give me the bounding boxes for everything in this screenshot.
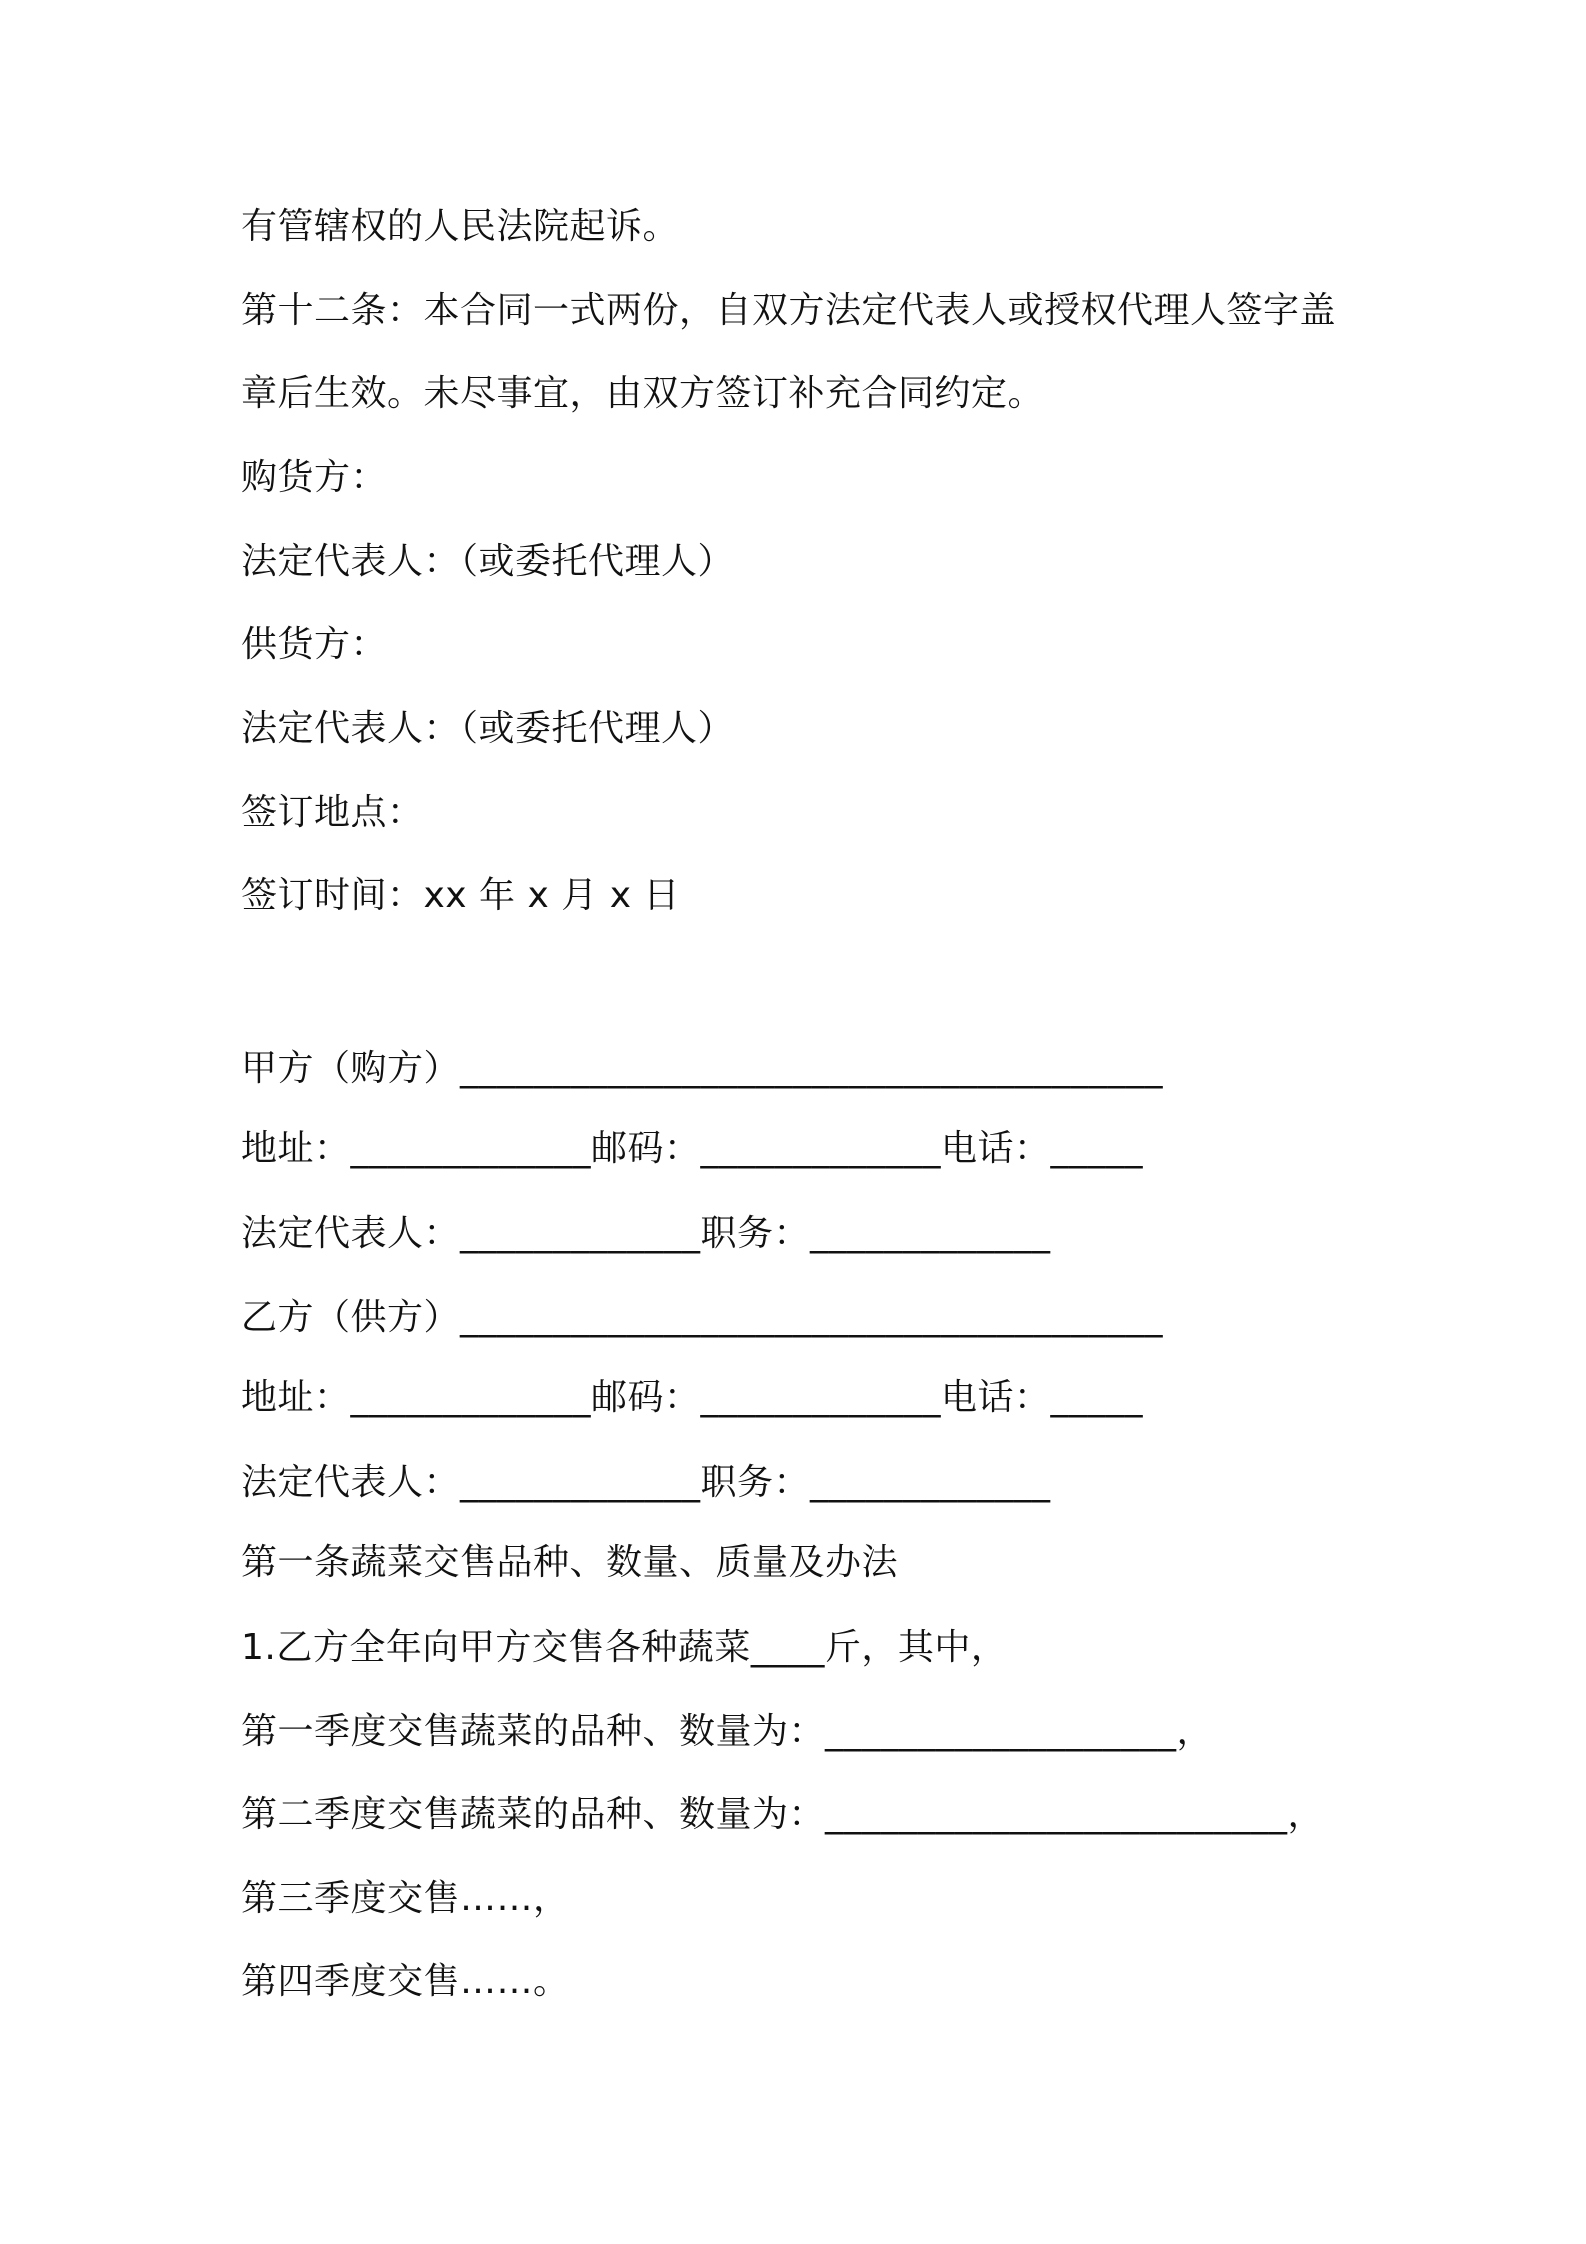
text-line: 供货方：	[241, 624, 388, 665]
text-line: 法定代表人：_____________职务：_____________	[241, 1462, 1051, 1503]
text-line: 第一条蔬菜交售品种、数量、质量及办法	[241, 1542, 899, 1583]
text-line: 签订时间：xx 年 x 月 x 日	[241, 875, 680, 916]
text-line: 章后生效。未尽事宜，由双方签订补充合同约定。	[241, 373, 1045, 414]
text-line: 地址：_____________邮码：_____________电话：_____	[241, 1377, 1144, 1418]
text-line: 第二季度交售蔬菜的品种、数量为：_________________________，	[241, 1794, 1325, 1835]
text-line: 第三季度交售……，	[241, 1878, 570, 1919]
text-line: 第十二条：本合同一式两份，自双方法定代表人或授权代理人签字盖	[241, 290, 1337, 331]
text-line: 第一季度交售蔬菜的品种、数量为：___________________，	[241, 1711, 1214, 1752]
text-line: 签订地点：	[241, 792, 424, 833]
text-line: 有管辖权的人民法院起诉。	[241, 206, 680, 247]
text-line: 法定代表人：（或委托代理人）	[241, 541, 735, 582]
text-line: 购货方：	[241, 457, 388, 498]
text-line: 1.乙方全年向甲方交售各种蔬菜____斤，其中，	[241, 1627, 1008, 1668]
text-line: 法定代表人：（或委托代理人）	[241, 708, 735, 749]
text-line: 乙方（供方）______________________________________	[241, 1297, 1164, 1338]
text-line: 第四季度交售……。	[241, 1961, 570, 2002]
text-line: 地址：_____________邮码：_____________电话：_____	[241, 1128, 1144, 1169]
text-line: 甲方（购方）______________________________________	[241, 1048, 1164, 1089]
text-line: 法定代表人：_____________职务：_____________	[241, 1213, 1051, 1254]
